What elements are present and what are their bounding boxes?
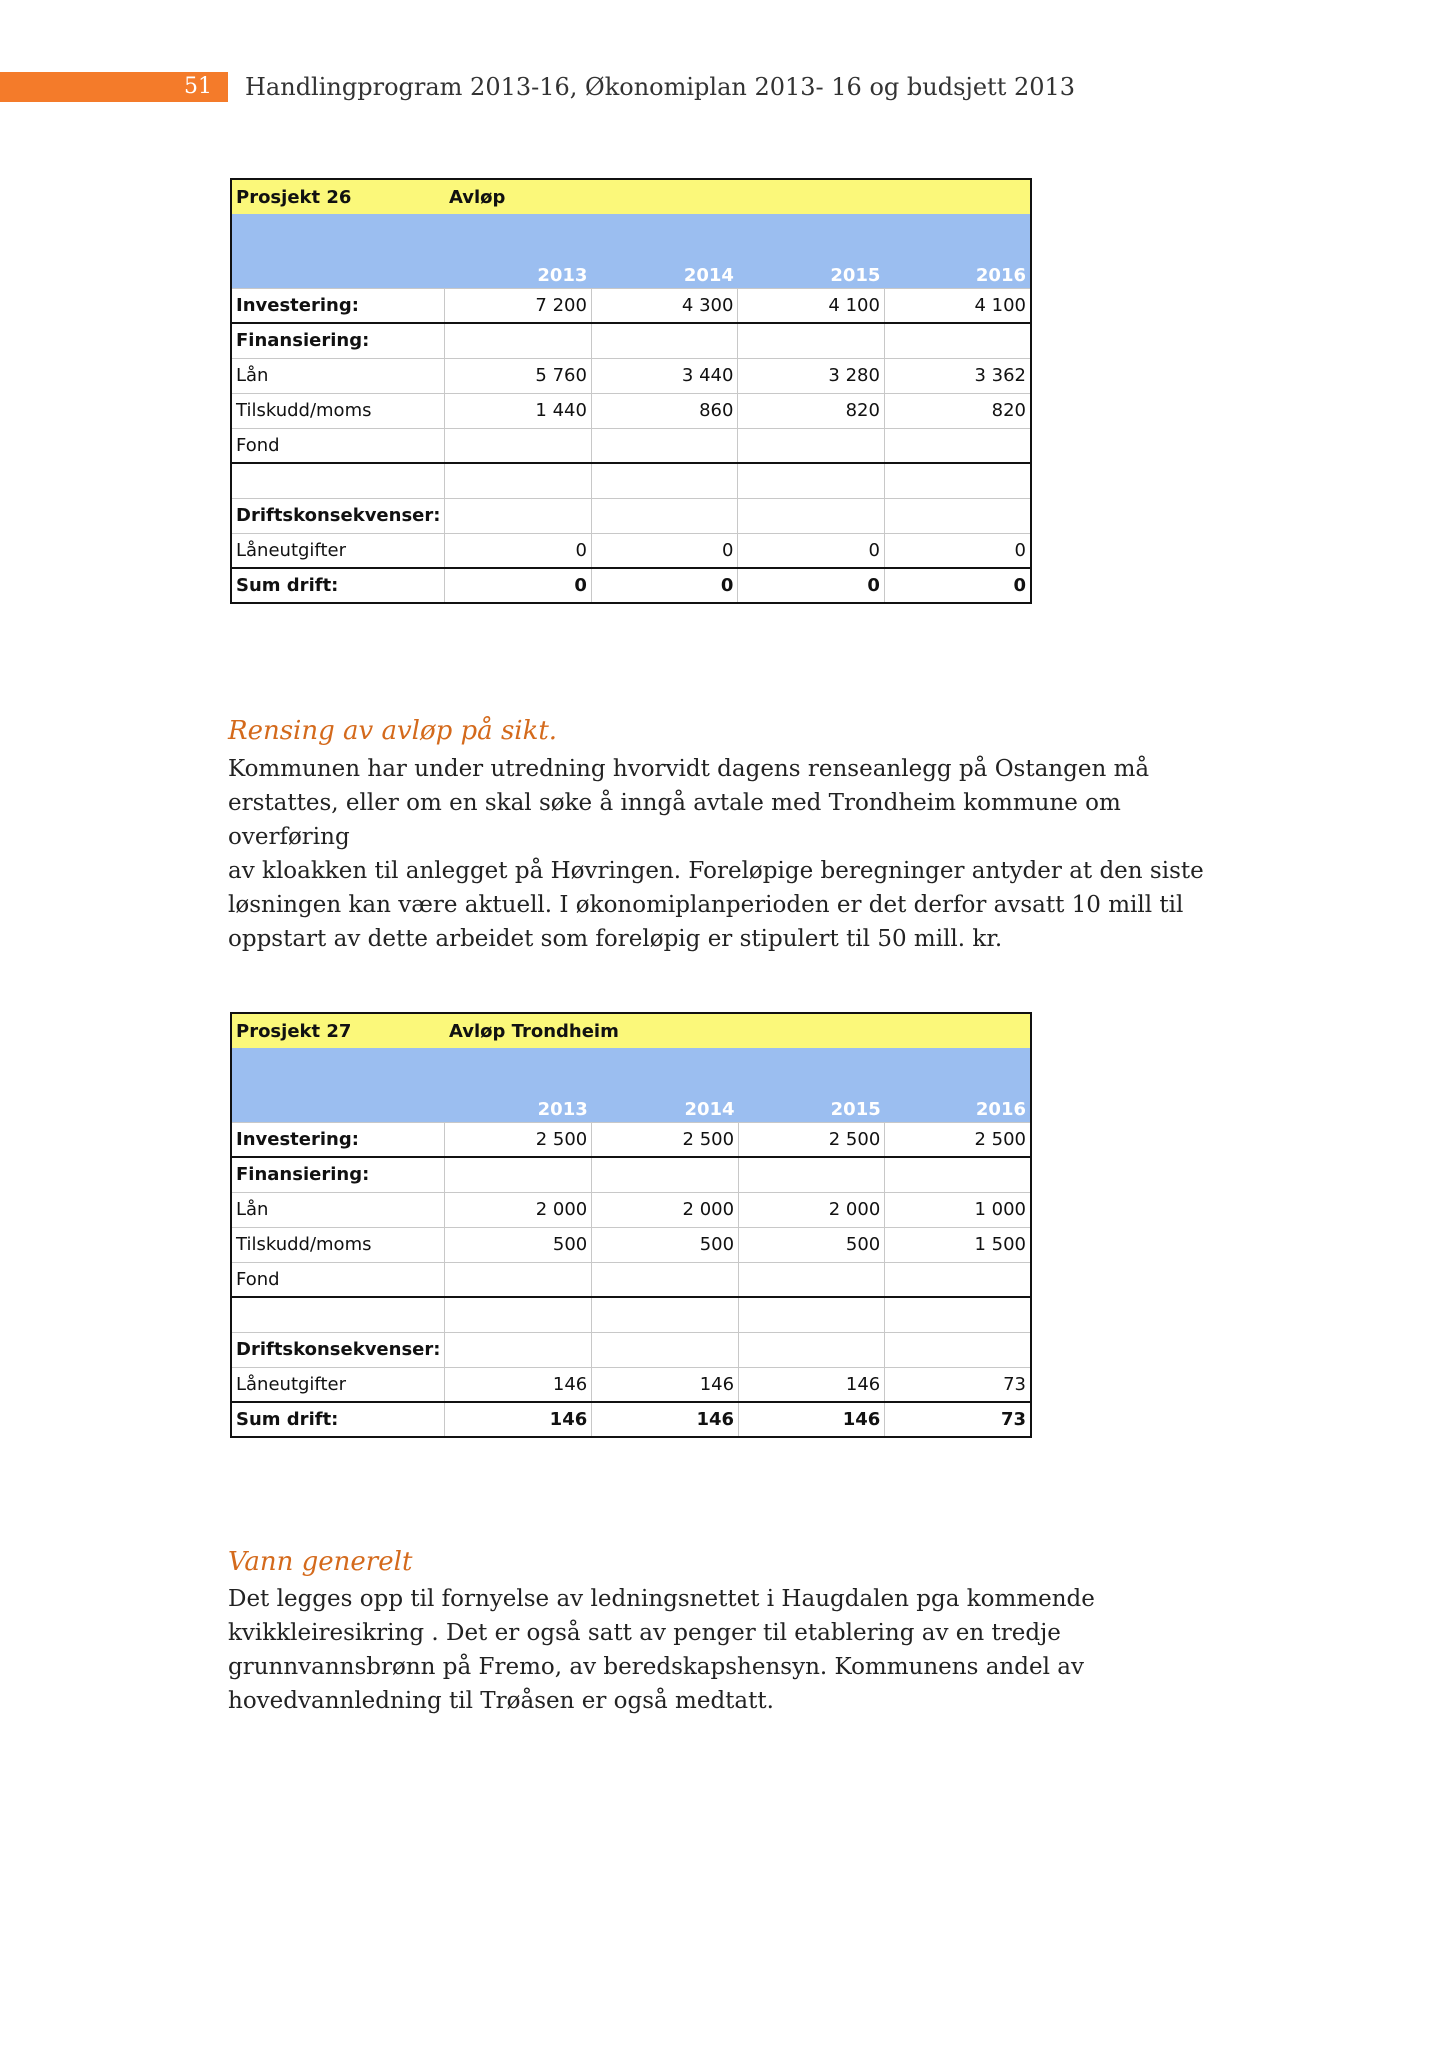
cell: 500	[592, 1227, 739, 1262]
cell: 500	[739, 1227, 885, 1262]
cell: 820	[884, 393, 1031, 428]
cell: 73	[885, 1402, 1031, 1437]
row-label-laaneutgifter: Låneutgifter	[231, 1367, 445, 1402]
row-label-tilskudd: Tilskudd/moms	[231, 393, 445, 428]
document-title: Handlingprogram 2013-16, Økonomiplan 2013- 16 og budsjett 2013	[245, 73, 1076, 101]
year-header: 2013	[445, 214, 592, 288]
year-header: 2014	[592, 1048, 739, 1122]
row-label-drift: Driftskonsekvenser:	[231, 1332, 445, 1367]
cell: 0	[445, 533, 592, 568]
cell: 73	[885, 1367, 1031, 1402]
section-body	[228, 752, 1238, 956]
year-header: 2013	[445, 1048, 592, 1122]
paragraph-line: av kloakken til anlegget på Høvringen. Foreløpige beregninger antyder at den siste	[228, 858, 1204, 884]
paragraph-line: løsningen kan være aktuell. I økonomiplanperioden er det derfor avsatt 10 mill til	[228, 892, 1184, 918]
section-heading: Vann generelt	[228, 1547, 413, 1577]
cell: 0	[738, 533, 885, 568]
cell: 0	[738, 568, 885, 603]
cell: 2 000	[739, 1192, 885, 1227]
year-header: 2016	[885, 1048, 1031, 1122]
year-header: 2015	[738, 214, 885, 288]
cell: 4 100	[738, 288, 885, 323]
cell: 0	[591, 568, 738, 603]
project-name: Avløp	[445, 179, 738, 214]
row-label-investering: Investering:	[231, 1122, 445, 1157]
paragraph-line: kvikkleiresikring . Det er også satt av penger til etablering av en tredje	[228, 1620, 1061, 1646]
cell: 2 000	[592, 1192, 739, 1227]
paragraph-line: hovedvannledning til Trøåsen er også medtatt.	[228, 1688, 774, 1714]
cell: 0	[884, 533, 1031, 568]
cell: 4 300	[591, 288, 738, 323]
cell: 146	[445, 1367, 592, 1402]
row-label-laan: Lån	[231, 358, 445, 393]
cell: 1 500	[885, 1227, 1031, 1262]
paragraph-line: oppstart av dette arbeidet som foreløpig er stipulert til 50 mill. kr.	[228, 926, 1003, 952]
cell: 860	[591, 393, 738, 428]
paragraph-line: Kommunen har under utredning hvorvidt dagens renseanlegg på Ostangen må	[228, 756, 1150, 782]
cell: 3 362	[884, 358, 1031, 393]
row-label-fond: Fond	[231, 428, 445, 463]
cell: 146	[445, 1402, 592, 1437]
cell: 146	[739, 1367, 885, 1402]
section-heading: Rensing av avløp på sikt.	[228, 716, 558, 746]
cell: 0	[884, 568, 1031, 603]
cell: 2 500	[445, 1122, 592, 1157]
cell: 2 000	[445, 1192, 592, 1227]
row-label-investering: Investering:	[231, 288, 445, 323]
cell: 146	[739, 1402, 885, 1437]
row-label-sum: Sum drift:	[231, 1402, 445, 1437]
row-label-tilskudd: Tilskudd/moms	[231, 1227, 445, 1262]
year-header: 2016	[884, 214, 1031, 288]
cell: 4 100	[884, 288, 1031, 323]
cell: 7 200	[445, 288, 592, 323]
project-number: Prosjekt 26	[231, 179, 445, 214]
year-header: 2015	[739, 1048, 885, 1122]
paragraph-line: Det legges opp til fornyelse av ledningsnettet i Haugdalen pga kommende	[228, 1586, 1095, 1612]
row-label-drift: Driftskonsekvenser:	[231, 498, 445, 533]
cell: 0	[445, 568, 592, 603]
cell: 3 440	[591, 358, 738, 393]
cell: 820	[738, 393, 885, 428]
cell: 3 280	[738, 358, 885, 393]
cell: 5 760	[445, 358, 592, 393]
project-name: Avløp Trondheim	[445, 1013, 739, 1048]
project-number: Prosjekt 27	[231, 1013, 445, 1048]
row-label-laan: Lån	[231, 1192, 445, 1227]
cell: 500	[445, 1227, 592, 1262]
cell: 2 500	[885, 1122, 1031, 1157]
cell: 146	[592, 1402, 739, 1437]
paragraph-line: erstattes, eller om en skal søke å inngå avtale med Trondheim kommune om overføring	[228, 790, 1121, 850]
row-label-finansiering: Finansiering:	[231, 323, 445, 358]
row-label-laaneutgifter: Låneutgifter	[231, 533, 445, 568]
cell: 1 440	[445, 393, 592, 428]
cell: 146	[592, 1367, 739, 1402]
cell: 1 000	[885, 1192, 1031, 1227]
row-label-fond: Fond	[231, 1262, 445, 1297]
section-body	[228, 1582, 1238, 1718]
budget-table-project-26	[230, 178, 1032, 604]
page-number: 51	[0, 72, 228, 102]
cell: 2 500	[739, 1122, 885, 1157]
row-label-sum: Sum drift:	[231, 568, 445, 603]
row-label-finansiering: Finansiering:	[231, 1157, 445, 1192]
cell: 2 500	[592, 1122, 739, 1157]
budget-table-project-27	[230, 1012, 1032, 1438]
cell: 0	[591, 533, 738, 568]
paragraph-line: grunnvannsbrønn på Fremo, av beredskapshensyn. Kommunens andel av	[228, 1654, 1084, 1680]
year-header: 2014	[591, 214, 738, 288]
